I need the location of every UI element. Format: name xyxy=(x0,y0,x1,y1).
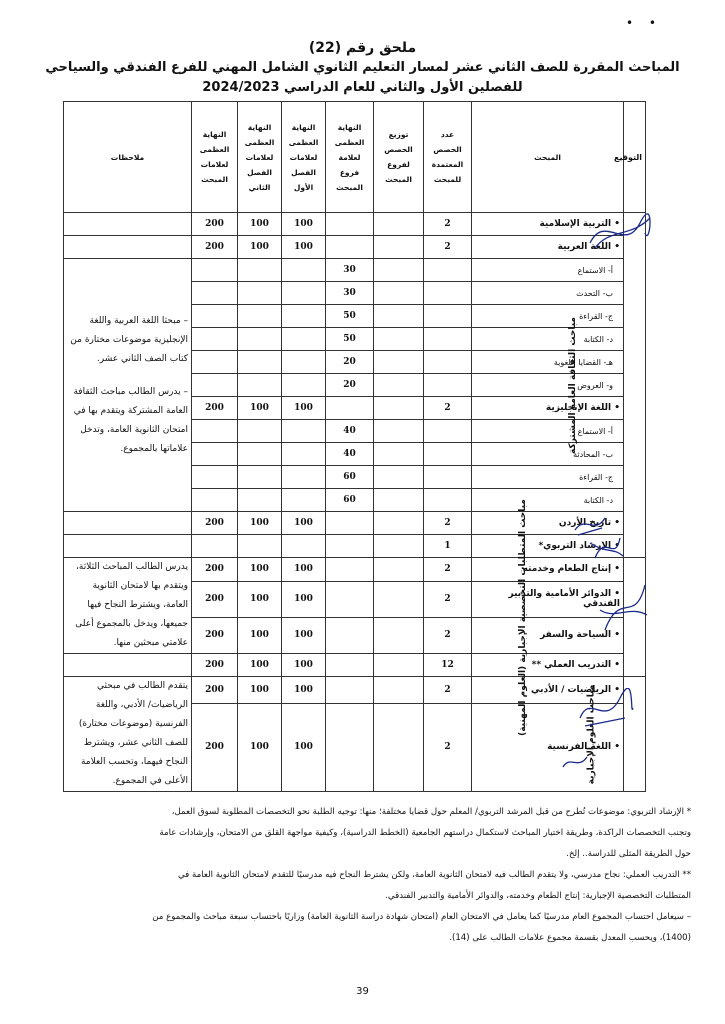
cell-distribution xyxy=(374,397,424,420)
note-text: – مبحثا اللغة العربية واللغة الإنجليزية موضوعات مختارة من كتاب الصف الثاني عشر. xyxy=(70,315,188,364)
subject-cell: أ- الاستماع xyxy=(472,259,624,282)
cell-t2 xyxy=(238,489,282,512)
cell-total: 200 xyxy=(192,397,238,420)
cell-t2 xyxy=(238,466,282,489)
cell-t1 xyxy=(282,420,326,443)
notes-cell xyxy=(64,677,192,792)
subject-cell: ج- القراءة xyxy=(472,305,624,328)
domain-label-text: مباحث الثقافة العامة المشتركة xyxy=(568,316,579,454)
cell-t1 xyxy=(282,489,326,512)
cell-periods xyxy=(424,374,472,397)
cell-t1: 100 xyxy=(282,677,326,704)
table-row xyxy=(64,654,646,677)
cell-total: 200 xyxy=(192,558,238,582)
cell-t2: 100 xyxy=(238,558,282,582)
cell-periods xyxy=(424,489,472,512)
cell-max-branch: 20 xyxy=(326,351,374,374)
cell-t2 xyxy=(238,374,282,397)
cell-max-branch: 50 xyxy=(326,305,374,328)
table-row xyxy=(64,535,646,558)
corner-marks: • • xyxy=(626,16,662,30)
cell-t2 xyxy=(238,420,282,443)
cell-t1: 100 xyxy=(282,703,326,791)
cell-t2: 100 xyxy=(238,703,282,791)
subject-cell: د- الكتابة xyxy=(472,328,624,351)
subject-cell: • الرياضيات / الأدبي xyxy=(472,677,624,704)
domain-label-text: مباحث العلوم الإجبارية xyxy=(586,684,597,784)
subject-cell: ب- المحادثة xyxy=(472,443,624,466)
cell-distribution xyxy=(374,443,424,466)
footnote-line: * الإرشاد التربوي: موضوعات تُطرح من قبل المرشد التربوي/ المعلم حول قضايا مختلفة؛ منها: توجيه الطلبة نحو التخصصات المطلوبة لسوق العمل، xyxy=(171,807,691,817)
cell-t1 xyxy=(282,443,326,466)
cell-distribution xyxy=(374,328,424,351)
cell-max-branch xyxy=(326,617,374,653)
header-notes: ملاحظات xyxy=(64,102,192,213)
cell-distribution xyxy=(374,677,424,704)
cell-distribution xyxy=(374,351,424,374)
cell-t1: 100 xyxy=(282,397,326,420)
cell-total xyxy=(192,259,238,282)
cell-total: 200 xyxy=(192,236,238,259)
cell-distribution xyxy=(374,259,424,282)
cell-total xyxy=(192,374,238,397)
cell-periods: 2 xyxy=(424,703,472,791)
cell-total: 200 xyxy=(192,677,238,704)
cell-t1: 100 xyxy=(282,617,326,653)
cell-t1: 100 xyxy=(282,558,326,582)
table-row xyxy=(64,236,646,259)
cell-distribution xyxy=(374,558,424,582)
header-max-subject: النهاية العظمى لعلامات المبحث xyxy=(192,102,238,213)
subject-cell: ب- التحدث xyxy=(472,282,624,305)
footnote-line: حول الطريقة المثلى للدراسة.. إلخ. xyxy=(566,849,691,859)
cell-total: 200 xyxy=(192,213,238,236)
notes-cell xyxy=(64,535,192,558)
cell-t2: 100 xyxy=(238,236,282,259)
signature-scribble xyxy=(575,688,635,733)
cell-periods: 1 xyxy=(424,535,472,558)
notes-cell xyxy=(64,236,192,259)
cell-max-branch xyxy=(326,677,374,704)
footnote-line: (1400)، ويحسب المعدل بقسمة مجموع علامات الطالب على (14). xyxy=(449,933,691,943)
cell-t2 xyxy=(238,259,282,282)
cell-periods: 2 xyxy=(424,512,472,535)
cell-total xyxy=(192,489,238,512)
cell-t1 xyxy=(282,374,326,397)
subject-cell: هـ- القضايا اللغوية xyxy=(472,351,624,374)
notes-cell xyxy=(64,558,192,654)
note-text: – يدرس الطالب مباحث الثقافة العامة المشتركة ويتقدم بها في امتحان الثانوية العامة، وتدخل علاماتها بالمجموع. xyxy=(73,386,188,454)
subject-cell: • التدريب العملي ** xyxy=(472,654,624,677)
cell-distribution xyxy=(374,374,424,397)
cell-t1: 100 xyxy=(282,654,326,677)
cell-max-branch: 30 xyxy=(326,259,374,282)
cell-distribution xyxy=(374,236,424,259)
cell-t2 xyxy=(238,328,282,351)
cell-total xyxy=(192,328,238,351)
cell-distribution xyxy=(374,213,424,236)
cell-periods: 2 xyxy=(424,558,472,582)
header-max-branch: النهاية العظمى لعلامة فروع المبحث xyxy=(326,102,374,213)
cell-total xyxy=(192,466,238,489)
cell-t1 xyxy=(282,259,326,282)
cell-total xyxy=(192,282,238,305)
cell-total: 200 xyxy=(192,512,238,535)
table-row xyxy=(64,213,646,236)
cell-periods xyxy=(424,443,472,466)
subject-cell: • السياحة والسفر xyxy=(472,617,624,653)
cell-periods xyxy=(424,351,472,374)
footnotes xyxy=(36,802,691,949)
cell-total xyxy=(192,443,238,466)
cell-max-branch xyxy=(326,703,374,791)
footnote-line: – سيعامل احتساب المجموع العام مدرسيًا كما يعامل في الامتحان العام (امتحان شهادة دراسة الثانوية العامة) وزاريًا باحتساب سبعة مباحث والمجموع من xyxy=(152,912,691,922)
cell-total xyxy=(192,420,238,443)
cell-t1: 100 xyxy=(282,512,326,535)
document-title-line2: للفصلين الأول والثاني للعام الدراسي 2024/2023 xyxy=(202,80,523,95)
cell-max-branch: 30 xyxy=(326,282,374,305)
cell-periods: 12 xyxy=(424,654,472,677)
signature-scribble xyxy=(585,528,625,568)
header-subject: المبحث xyxy=(472,102,624,213)
cell-max-branch: 60 xyxy=(326,489,374,512)
table-header-row xyxy=(64,102,646,213)
cell-max-branch: 20 xyxy=(326,374,374,397)
notes-cell xyxy=(64,259,192,512)
cell-t1 xyxy=(282,282,326,305)
cell-distribution xyxy=(374,282,424,305)
appendix-title: ملحق رقم (22) xyxy=(308,40,417,56)
cell-distribution xyxy=(374,466,424,489)
notes-cell xyxy=(64,654,192,677)
cell-t2 xyxy=(238,443,282,466)
cell-periods: 2 xyxy=(424,581,472,617)
cell-distribution xyxy=(374,535,424,558)
subject-cell: • اللغة العربية xyxy=(472,236,624,259)
cell-total: 200 xyxy=(192,654,238,677)
cell-t2: 100 xyxy=(238,654,282,677)
cell-t2 xyxy=(238,305,282,328)
cell-t2: 100 xyxy=(238,617,282,653)
cell-t2 xyxy=(238,282,282,305)
cell-total: 200 xyxy=(192,703,238,791)
subject-cell: • اللغة الإنجليزية xyxy=(472,397,624,420)
cell-t1 xyxy=(282,351,326,374)
cell-distribution xyxy=(374,305,424,328)
table-row xyxy=(64,558,646,582)
cell-t2 xyxy=(238,535,282,558)
cell-max-branch xyxy=(326,558,374,582)
cell-t1: 100 xyxy=(282,581,326,617)
note-text: يتقدم الطالب في مبحثي الرياضيات/ الأدبي، واللغة الفرنسية (موضوعات مختارة) للصف الثاني عشر، ويشترط النجاح فيهما، وتحسب العلامة الأعلى في المجموع. xyxy=(78,681,188,786)
subject-cell: • اللغة الفرنسية xyxy=(472,703,624,791)
cell-periods xyxy=(424,328,472,351)
cell-t1 xyxy=(282,328,326,351)
cell-distribution xyxy=(374,703,424,791)
subject-cell: • الإرشاد التربوي* xyxy=(472,535,624,558)
cell-t2: 100 xyxy=(238,213,282,236)
cell-total xyxy=(192,305,238,328)
cell-max-branch xyxy=(326,512,374,535)
cell-periods xyxy=(424,282,472,305)
header-signature: التوقيع xyxy=(624,102,646,213)
cell-total xyxy=(192,535,238,558)
subject-cell: د- الكتابة xyxy=(472,489,624,512)
page-number: 39 xyxy=(356,986,369,997)
header-max-term1: النهاية العظمى لعلامات الفصل الأول xyxy=(282,102,326,213)
cell-t2: 100 xyxy=(238,512,282,535)
cell-distribution xyxy=(374,489,424,512)
cell-t2: 100 xyxy=(238,397,282,420)
header-max-term2: النهاية العظمى لعلامات الفصل الثاني xyxy=(238,102,282,213)
notes-cell xyxy=(64,213,192,236)
cell-max-branch xyxy=(326,581,374,617)
cell-t1 xyxy=(282,535,326,558)
cell-periods xyxy=(424,420,472,443)
footnote-line: المتطلبات التخصصية الإجبارية: إنتاج الطعام وخدمته، والدوائر الأمامية والتدبير الفندقي. xyxy=(385,891,691,901)
subject-cell: أ- الاستماع xyxy=(472,420,624,443)
cell-total: 200 xyxy=(192,581,238,617)
domain-label-text: مباحث المتطلبات التخصصية الإجبارية (العلوم المهنية) xyxy=(518,498,529,736)
cell-periods: 2 xyxy=(424,213,472,236)
cell-max-branch: 40 xyxy=(326,443,374,466)
cell-distribution xyxy=(374,654,424,677)
cell-max-branch xyxy=(326,236,374,259)
subjects-table xyxy=(63,101,646,792)
signature-scribble xyxy=(560,752,590,772)
cell-periods xyxy=(424,466,472,489)
cell-max-branch xyxy=(326,654,374,677)
subject-cell: • إنتاج الطعام وخدمته xyxy=(472,558,624,582)
cell-max-branch: 60 xyxy=(326,466,374,489)
table-row xyxy=(64,677,646,704)
table-row xyxy=(64,259,646,282)
subject-cell: ج- القراءة xyxy=(472,466,624,489)
cell-max-branch xyxy=(326,213,374,236)
cell-max-branch xyxy=(326,535,374,558)
cell-periods: 2 xyxy=(424,617,472,653)
header-distribution: توزيع الحصص لفروع المبحث xyxy=(374,102,424,213)
cell-t1: 100 xyxy=(282,236,326,259)
header-periods: عدد الحصص المعتمدة للمبحث xyxy=(424,102,472,213)
cell-periods: 2 xyxy=(424,677,472,704)
cell-periods xyxy=(424,259,472,282)
notes-cell xyxy=(64,512,192,535)
cell-t2 xyxy=(238,351,282,374)
cell-periods: 2 xyxy=(424,236,472,259)
document-title-line1: المباحث المقررة للصف الثاني عشر لمسار التعليم الثانوي الشامل المهني للفرع الفندقي والسياحي xyxy=(45,60,680,75)
cell-max-branch: 40 xyxy=(326,420,374,443)
cell-t2: 100 xyxy=(238,581,282,617)
footnote-line: وتجنب التخصصات الراكدة، وطريقة اختيار المباحث لاستكمال دراستهم الجامعية (الخطط الدراسية)، وكيفية مواجهة القلق من الامتحان، وإرشادات عامة xyxy=(159,828,691,838)
table-row xyxy=(64,512,646,535)
cell-t1 xyxy=(282,466,326,489)
note-text: يدرس الطالب المباحث الثلاثة، ويتقدم بها لامتحان الثانوية العامة، ويشترط النجاح فيها جميعها، ويدخل بالمجموع أعلى علامتي مبحثين منها. xyxy=(75,562,188,648)
cell-total xyxy=(192,351,238,374)
subject-cell: • الدوائر الأمامية والتدبير الفندقي xyxy=(472,581,624,617)
cell-t2: 100 xyxy=(238,677,282,704)
cell-periods: 2 xyxy=(424,397,472,420)
cell-total: 200 xyxy=(192,617,238,653)
cell-distribution xyxy=(374,420,424,443)
cell-max-branch: 50 xyxy=(326,328,374,351)
subject-cell: و- العروض xyxy=(472,374,624,397)
cell-distribution xyxy=(374,512,424,535)
cell-t1 xyxy=(282,305,326,328)
signature-scribble xyxy=(595,580,650,640)
subject-cell: • تاريخ الأردن xyxy=(472,512,624,535)
signature-scribble xyxy=(585,208,655,258)
cell-max-branch xyxy=(326,397,374,420)
subject-cell: • التربية الإسلامية xyxy=(472,213,624,236)
footnote-line: ** التدريب العملي: نجاح مدرسي، ولا يتقدم الطالب فيه لامتحان الثانوية العامة، ولكن يشترط النجاح فيه مدرسيًا للتقدم لامتحان الثانوية العامة في xyxy=(177,870,691,880)
cell-t1: 100 xyxy=(282,213,326,236)
cell-periods xyxy=(424,305,472,328)
